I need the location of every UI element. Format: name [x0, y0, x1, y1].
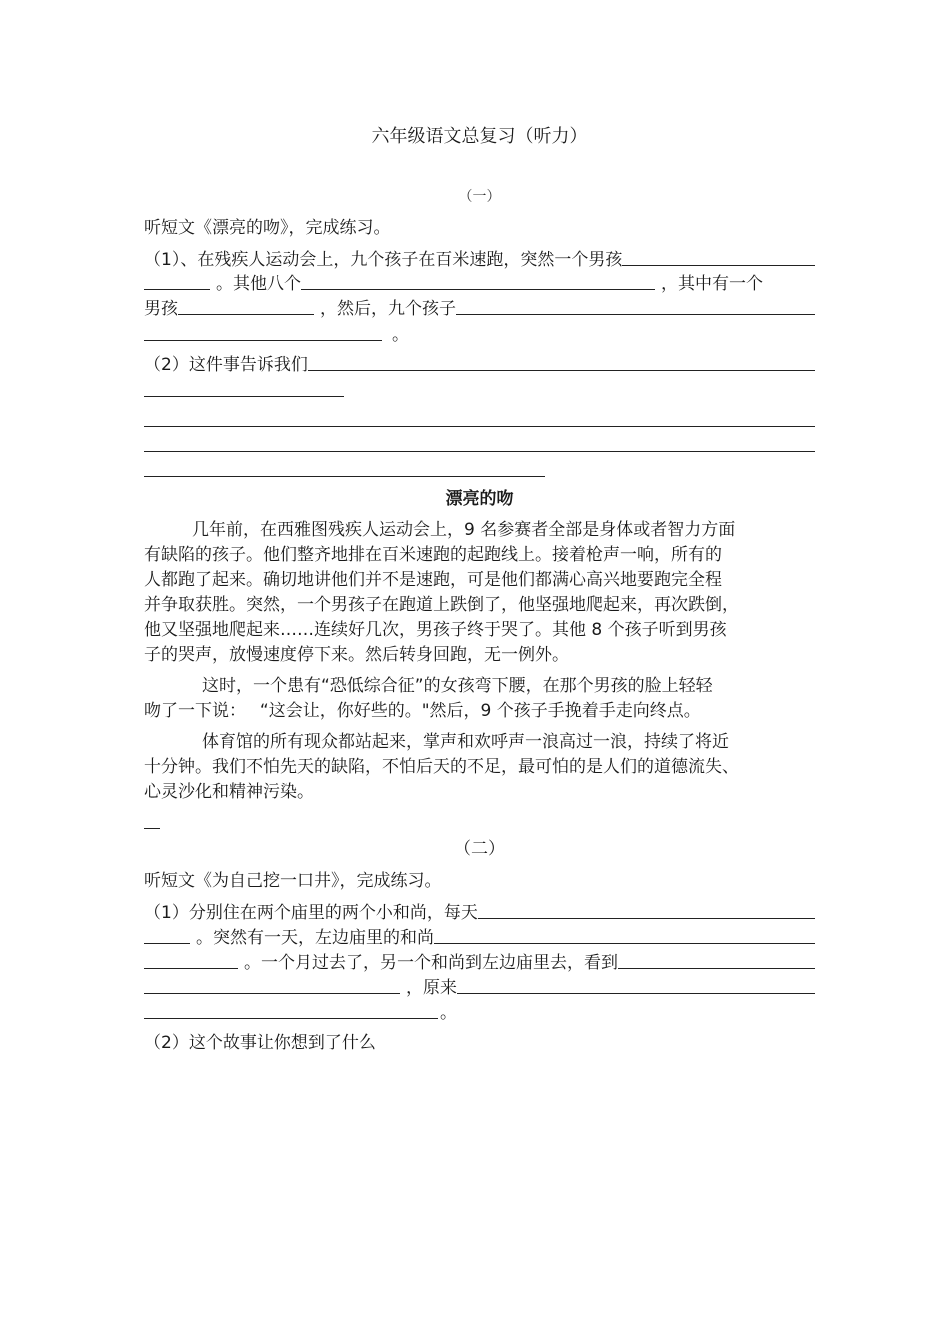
question-1-line-5: [144, 1000, 815, 1026]
answer-blank[interactable]: [144, 950, 238, 969]
question-1-line-1: [144, 247, 815, 273]
passage-line: 心灵沙化和精神污染。: [144, 782, 314, 802]
answer-blank[interactable]: [144, 925, 190, 944]
answer-blank[interactable]: [622, 247, 815, 266]
question-text: 。: [392, 325, 409, 345]
passage-line: 吻了一下说： “这会让，你好些的。"然后，9 个孩子手挽着手走向终点。: [144, 701, 701, 721]
question-1-line-2: [144, 925, 815, 951]
question-text: 。: [440, 1003, 457, 1023]
question-text: ，原来: [406, 978, 457, 998]
section-marker-1: （一）: [458, 189, 501, 205]
answer-blank[interactable]: [456, 296, 815, 315]
question-text: 。突然有一天，左边庙里的和尚: [196, 928, 434, 948]
question-text: 。一个月过去了，另一个和尚到左边庙里去，看到: [244, 953, 618, 973]
passage-line: 体育馆的所有现众都站起来，掌声和欢呼声一浪高过一浪，持续了将近: [202, 732, 729, 752]
answer-blank[interactable]: [144, 975, 400, 994]
passage-line: 这时，一个患有“恐低综合征”的女孩弯下腰，在那个男孩的脸上轻轻: [202, 676, 713, 696]
question-2: （2）这个故事让你想到了什么: [144, 1033, 376, 1053]
answer-blank[interactable]: [478, 900, 815, 919]
answer-line[interactable]: [144, 396, 344, 397]
passage-line: 几年前，在西雅图残疾人运动会上，9 名参赛者全部是身体或者智力方面: [192, 520, 736, 540]
question-text: ，其中有一个: [661, 274, 763, 294]
question-text: （1）、在残疾人运动会上，九个孩子在百米速跑，突然一个男孩: [144, 250, 623, 270]
answer-blank[interactable]: [301, 271, 655, 290]
answer-blank[interactable]: [144, 322, 382, 341]
question-1-line-4: [144, 975, 815, 1001]
question-text: ，然后，九个孩子: [320, 299, 456, 319]
question-1-line-4: [144, 322, 815, 348]
question-text: （2）这件事告诉我们: [144, 355, 308, 375]
answer-line[interactable]: [144, 426, 815, 427]
passage-line: 他又坚强地爬起来……连续好几次，男孩子终于哭了。其他 8 个孩子听到男孩: [144, 620, 727, 640]
page-title: 六年级语文总复习（听力）: [371, 126, 588, 147]
passage-line: 并争取获胜。突然，一个男孩子在跑道上跌倒了，他坚强地爬起来，再次跌倒，: [144, 595, 739, 615]
answer-blank[interactable]: [618, 950, 815, 969]
answer-line[interactable]: [144, 476, 545, 477]
question-2-line-1: [144, 352, 815, 378]
passage-line: 人都跑了起来。确切地讲他们并不是速跑，可是他们都满心高兴地要跑完全程: [144, 570, 722, 590]
passage-line: 有缺陷的孩子。他们整齐地排在百米速跑的起跑线上。接着枪声一响，所有的: [144, 545, 722, 565]
question-1-line-3: [144, 950, 815, 976]
answer-line[interactable]: [144, 451, 815, 452]
passage-line: 子的哭声，放慢速度停下来。然后转身回跑，无一例外。: [144, 645, 569, 665]
passage-title: 漂亮的吻: [445, 489, 514, 509]
section-marker-2: （二）: [454, 839, 505, 859]
answer-blank[interactable]: [434, 925, 815, 944]
question-text: 。其他八个: [216, 274, 301, 294]
question-1-line-3: [144, 296, 815, 322]
question-1-line-1: [144, 900, 815, 926]
question-text: （1）分别住在两个庙里的两个小和尚，每天: [144, 903, 478, 923]
answer-blank[interactable]: [308, 352, 815, 371]
section-intro-1: 听短文《漂亮的吻》，完成练习。: [144, 218, 391, 238]
question-text: 男孩: [144, 299, 178, 319]
section-intro-2: 听短文《为自己挖一口井》，完成练习。: [144, 871, 442, 891]
answer-blank[interactable]: [178, 296, 314, 315]
question-1-line-2: [144, 271, 815, 297]
passage-line: 十分钟。我们不怕先天的缺陷，不怕后天的不足，最可怕的是人们的道德流失、: [144, 757, 739, 777]
answer-blank[interactable]: [457, 975, 815, 994]
divider: [144, 828, 160, 829]
answer-blank[interactable]: [144, 1000, 438, 1019]
answer-blank[interactable]: [144, 271, 210, 290]
